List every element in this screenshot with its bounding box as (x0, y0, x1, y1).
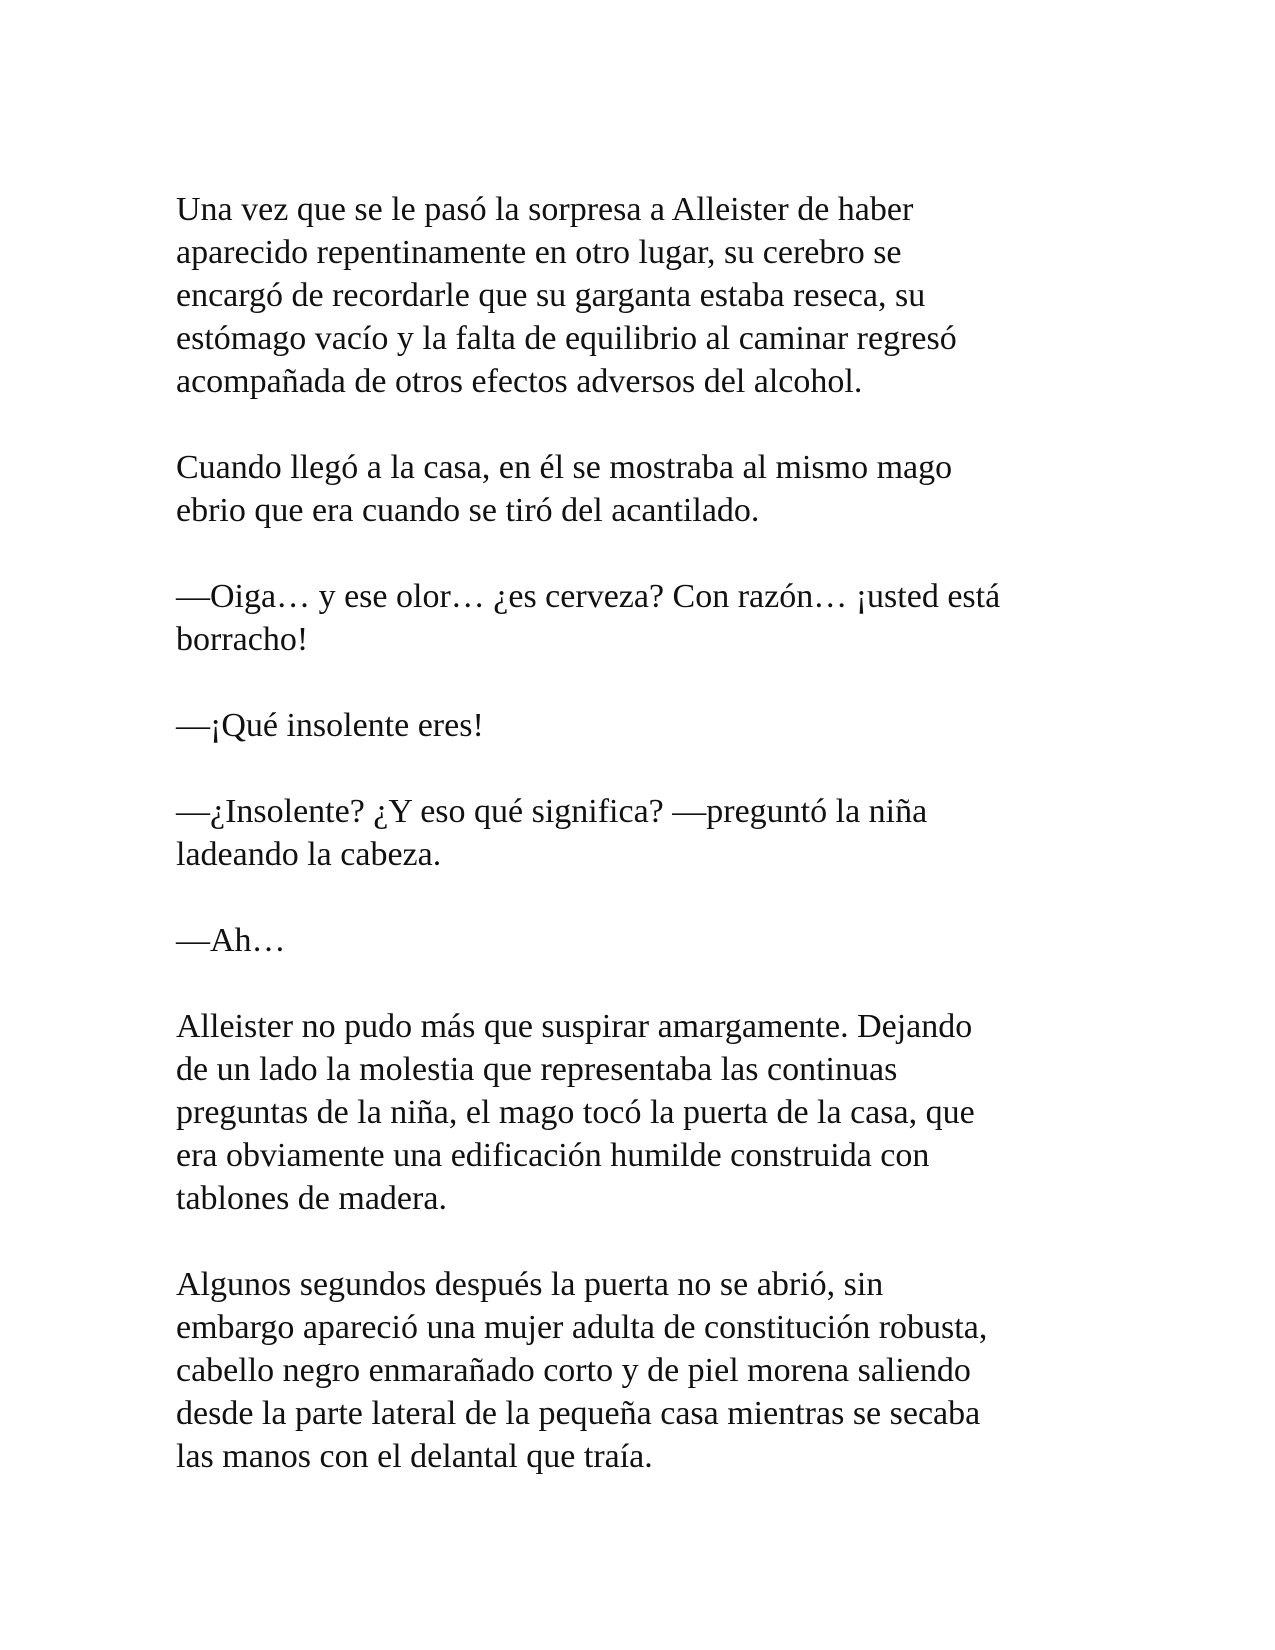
paragraph-2: Cuando llegó a la casa, en él se mostraba al mismo mago ebrio que era cuando se tiró del acantilado. (176, 449, 953, 529)
paragraph-4: —¡Qué insolente eres! (176, 707, 484, 744)
paragraph-6: —Ah… (176, 922, 286, 959)
paragraph-7: Alleister no pudo más que suspirar amargamente. Dejando de un lado la molestia que representaba las continuas preguntas de la niña, el mago tocó la puerta de la casa, que era obviamente una edificación humilde construida con tablones de madera. (176, 1008, 975, 1217)
paragraph-8: Algunos segundos después la puerta no se abrió, sin embargo apareció una mujer adulta de constitución robusta, cabello negro enmarañado corto y de piel morena saliendo desde la parte lateral de la pequeña casa mientras se secaba las manos con el delantal que traía. (176, 1266, 988, 1475)
paragraph-3: —Oiga… y ese olor… ¿es cerveza? Con razón… ¡usted está borracho! (176, 578, 1001, 658)
paragraph-1: Una vez que se le pasó la sorpresa a Alleister de haber aparecido repentinamente en otro lugar, su cerebro se encargó de recordarle que su garganta estaba reseca, su estómago vacío y la falta de equilibrio al caminar regresó acompañada de otros efectos adversos del alcohol. (176, 191, 957, 400)
paragraph-5: —¿Insolente? ¿Y eso qué significa? —preguntó la niña ladeando la cabeza. (176, 793, 928, 873)
body-text (176, 188, 1096, 1521)
